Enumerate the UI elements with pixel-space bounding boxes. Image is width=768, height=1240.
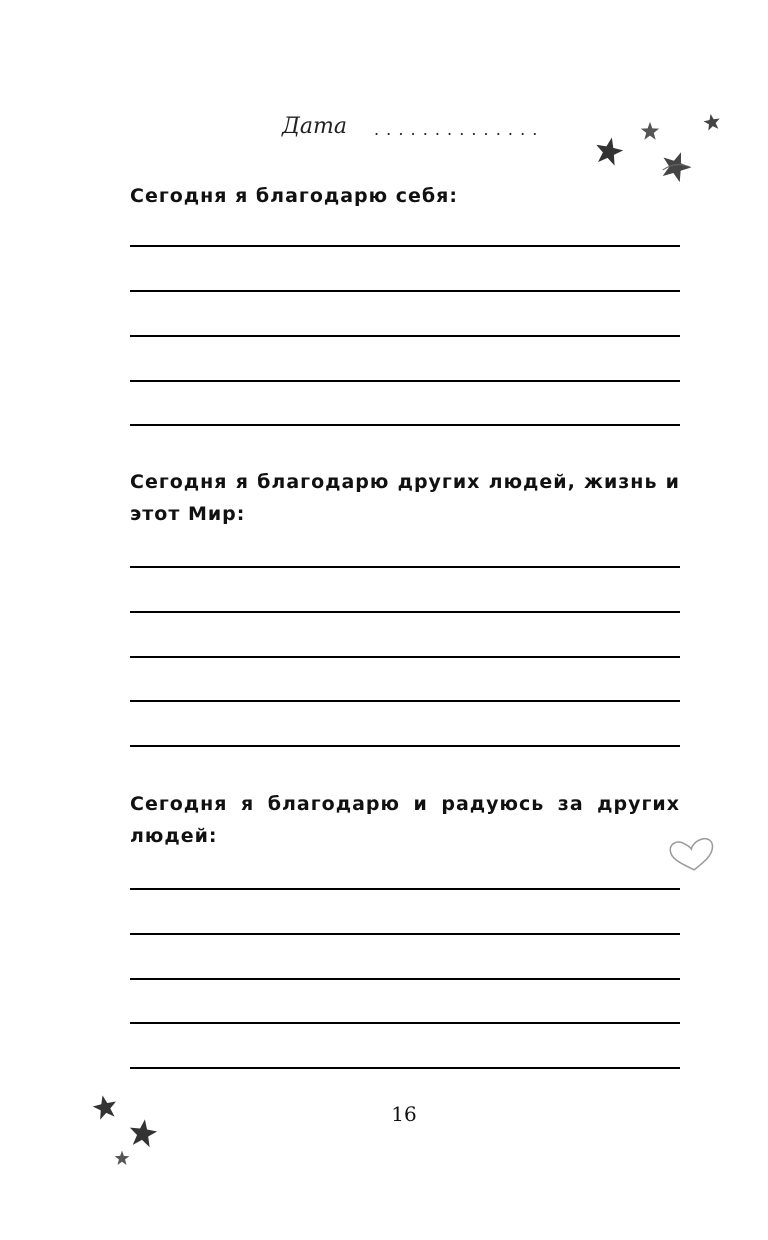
writing-line[interactable] [130, 1022, 680, 1024]
star-icon [640, 121, 660, 141]
writing-line[interactable] [130, 335, 680, 337]
heart-icon [666, 834, 718, 874]
page-number: 16 [391, 1102, 417, 1126]
writing-line[interactable] [130, 888, 680, 890]
writing-line[interactable] [130, 978, 680, 980]
star-icon [128, 1118, 158, 1148]
star-icon [92, 1094, 118, 1120]
star-icon [594, 136, 624, 166]
section-1-heading: Сегодня я благодарю себя: [130, 185, 458, 207]
writing-line[interactable] [130, 656, 680, 658]
writing-line[interactable] [130, 745, 680, 747]
date-row [282, 114, 539, 139]
writing-line[interactable] [130, 380, 680, 382]
writing-line[interactable] [130, 245, 680, 247]
writing-line[interactable] [130, 566, 680, 568]
writing-line[interactable] [130, 290, 680, 292]
writing-line[interactable] [130, 700, 680, 702]
date-label: Дата [282, 114, 347, 139]
section-2-heading: Сегодня я благодарю других людей, жизнь и этот Мир: [130, 471, 680, 525]
writing-line[interactable] [130, 933, 680, 935]
writing-line[interactable] [130, 424, 680, 426]
writing-line[interactable] [130, 1067, 680, 1069]
star-icon [703, 113, 721, 131]
section-3-heading: Сегодня я благодарю и радуюсь за других людей: [130, 793, 680, 847]
writing-line[interactable] [130, 611, 680, 613]
date-dots: . . . . . . . . . . . . . . [374, 120, 539, 139]
star-icon [114, 1150, 130, 1166]
star-icon [660, 150, 692, 182]
